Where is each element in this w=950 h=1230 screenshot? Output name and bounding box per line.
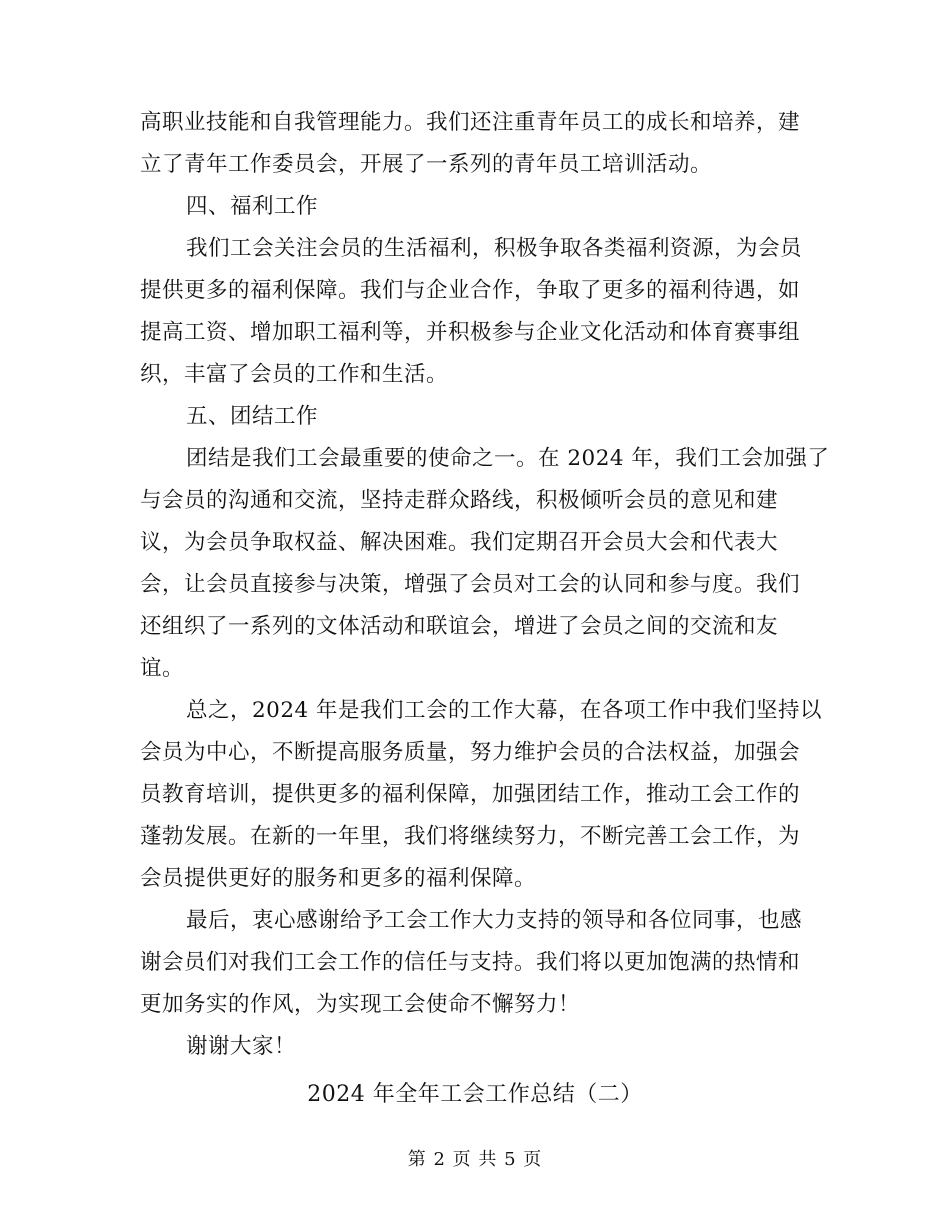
body-line: 立了青年工作委员会，开展了一系列的青年员工培训活动。 (140, 152, 713, 177)
body-line: 与会员的沟通和交流，坚持走群众路线，积极倾听会员的意见和建 (140, 488, 779, 513)
body-line: 谊。 (140, 656, 185, 681)
body-line: 总之，2024 年是我们工会的工作大幕，在各项工作中我们坚持以 (186, 698, 823, 723)
body-line: 谢会员们对我们工会工作的信任与支持。我们将以更加饱满的热情和 (140, 950, 801, 975)
body-line: 议，为会员争取权益、解决困难。我们定期召开会员大会和代表大 (140, 530, 779, 555)
body-line: 我们工会关注会员的生活福利，积极争取各类福利资源，为会员 (186, 236, 803, 261)
body-line: 织，丰富了会员的工作和生活。 (140, 362, 449, 387)
body-line: 更加务实的作风，为实现工会使命不懈努力！ (140, 992, 581, 1017)
body-line: 还组织了一系列的文体活动和联谊会，增进了会员之间的交流和友 (140, 614, 779, 639)
page-number-footer: 第 2 页 共 5 页 (407, 1149, 543, 1170)
document-body (140, 102, 830, 1068)
body-line: 团结是我们工会最重要的使命之一。在 2024 年，我们工会加强了 (186, 446, 830, 471)
body-line: 蓬勃发展。在新的一年里，我们将继续努力，不断完善工会工作，为 (140, 824, 801, 849)
body-line: 员教育培训，提供更多的福利保障，加强团结工作，推动工会工作的 (140, 782, 801, 807)
section-heading: 四、福利工作 (186, 194, 319, 219)
body-line: 最后，衷心感谢给予工会工作大力支持的领导和各位同事，也感 (186, 908, 803, 933)
body-line: 提高工资、增加职工福利等，并积极参与企业文化活动和体育赛事组 (140, 320, 801, 345)
body-line: 会员提供更好的服务和更多的福利保障。 (140, 866, 537, 891)
section-heading: 五、团结工作 (186, 404, 319, 429)
body-line: 会员为中心，不断提高服务质量，努力维护会员的合法权益，加强会 (140, 740, 801, 765)
next-document-title: 2024 年全年工会工作总结（二） (307, 1082, 643, 1107)
body-line: 提供更多的福利保障。我们与企业合作，争取了更多的福利待遇，如 (140, 278, 801, 303)
body-line: 会，让会员直接参与决策，增强了会员对工会的认同和参与度。我们 (140, 572, 801, 597)
closing-line: 谢谢大家！ (186, 1034, 297, 1059)
body-line: 高职业技能和自我管理能力。我们还注重青年员工的成长和培养，建 (140, 110, 801, 135)
